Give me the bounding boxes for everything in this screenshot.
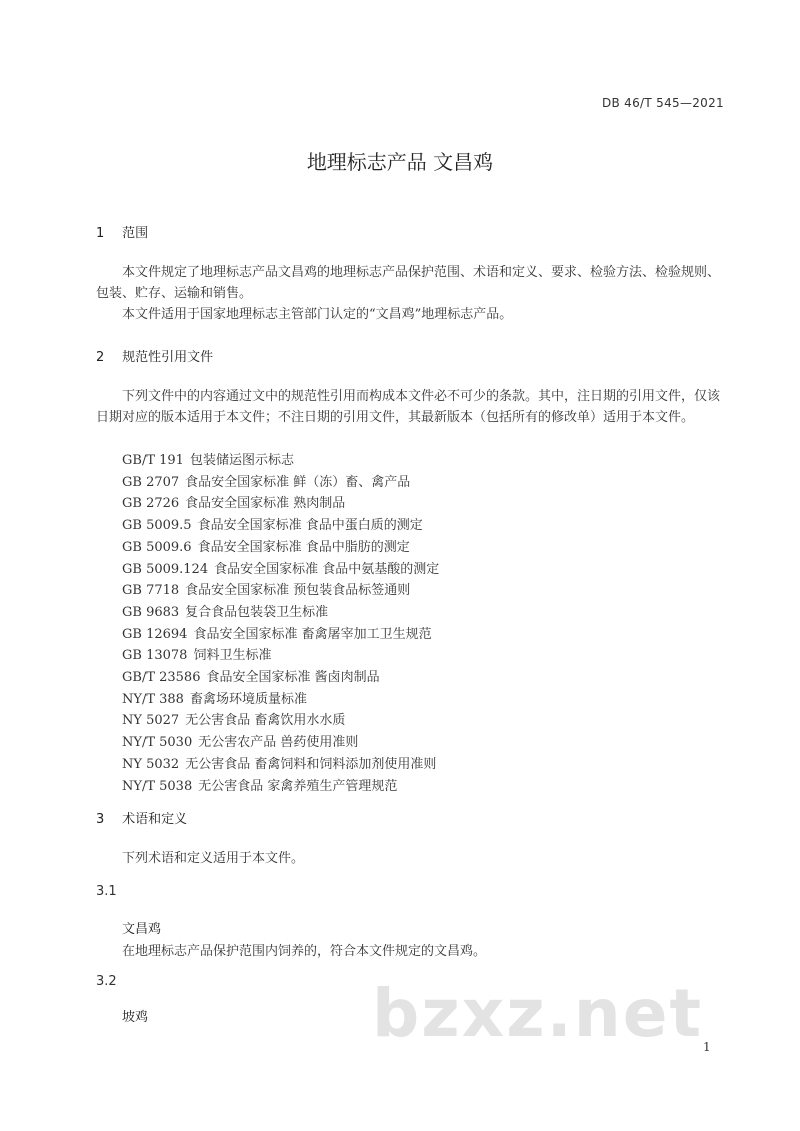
- terms-intro: 下列术语和定义适用于本文件。: [122, 851, 305, 866]
- reference-title: 食品安全国家标准 畜禽屠宰加工卫生规范: [193, 626, 432, 642]
- reference-title: 食品安全国家标准 食品中脂肪的测定: [197, 539, 410, 555]
- reference-item: [122, 559, 439, 581]
- reference-item: [122, 754, 439, 776]
- reference-title: 无公害食品 家禽养殖生产管理规范: [198, 778, 398, 794]
- term-name: 坡鸡: [122, 1010, 149, 1025]
- reference-code: GB 12694: [122, 626, 188, 642]
- reference-code: GB 5009.6: [122, 539, 192, 555]
- term-number: 3.1: [96, 884, 117, 899]
- reference-item: [122, 602, 439, 624]
- section-number: 3: [96, 812, 105, 827]
- term-name: 文昌鸡: [122, 922, 162, 937]
- reference-item: [122, 624, 439, 646]
- reference-item: [122, 645, 439, 667]
- reference-code: GB/T 191: [122, 453, 184, 468]
- normative-intro: 下列文件中的内容通过文中的规范性引用而构成本文件必不可少的条款。其中，注日期的引用文件，仅该日期对应的版本适用于本文件；不注日期的引用文件，其最新版本（包括所有的修改单）适用于本文件。: [96, 389, 721, 425]
- reference-list: [122, 450, 439, 797]
- reference-code: GB 7718: [122, 583, 180, 599]
- section-title: 术语和定义: [122, 812, 188, 827]
- page-number: 1: [703, 1040, 711, 1054]
- reference-item: [122, 515, 439, 537]
- reference-code: NY 5032: [122, 756, 180, 772]
- scope-paragraph-1: 本文件规定了地理标志产品文昌鸡的地理标志产品保护范围、术语和定义、要求、检验方法、检验规则、包装、贮存、运输和销售。: [96, 265, 721, 301]
- reference-title: 食品安全国家标准 鲜（冻）畜、禽产品: [185, 474, 411, 490]
- reference-title: 食品安全国家标准 熟肉制品: [185, 496, 346, 512]
- reference-code: GB 5009.5: [122, 518, 192, 534]
- reference-code: GB 9683: [122, 604, 180, 620]
- reference-title: 复合食品包装袋卫生标准: [185, 604, 329, 620]
- section-title: 规范性引用文件: [122, 350, 214, 365]
- document-number: DB 46/T 545—2021: [602, 96, 724, 110]
- reference-item: [122, 450, 439, 472]
- reference-title: 畜禽场环境质量标准: [189, 691, 307, 707]
- document-title: 地理标志产品 文昌鸡: [306, 150, 494, 174]
- scope-paragraph-2: 本文件适用于国家地理标志主管部门认定的“文昌鸡”地理标志产品。: [122, 307, 513, 322]
- reference-code: NY/T 5030: [122, 735, 193, 751]
- reference-item: [122, 667, 439, 689]
- watermark: bzxz.net: [372, 975, 704, 1052]
- reference-title: 食品安全国家标准 食品中蛋白质的测定: [197, 518, 423, 534]
- reference-item: [122, 689, 439, 711]
- reference-code: NY/T 5038: [122, 778, 193, 794]
- reference-title: 饲料卫生标准: [193, 648, 272, 664]
- reference-item: [122, 472, 439, 494]
- reference-title: 无公害农产品 兽药使用准则: [198, 735, 359, 751]
- reference-code: NY/T 388: [122, 691, 184, 707]
- section-1-heading: [96, 222, 148, 241]
- reference-item: [122, 580, 439, 602]
- reference-item: [122, 776, 439, 798]
- reference-item: [122, 493, 439, 515]
- section-2-heading: [96, 346, 213, 365]
- reference-code: NY 5027: [122, 713, 180, 729]
- section-number: 2: [96, 350, 105, 365]
- reference-title: 包装储运图示标志: [189, 453, 294, 468]
- reference-code: GB 2707: [122, 474, 180, 490]
- section-title: 范围: [122, 226, 149, 241]
- reference-code: GB/T 23586: [122, 670, 201, 686]
- term-definition: 在地理标志产品保护范围内饲养的，符合本文件规定的文昌鸡。: [122, 944, 487, 959]
- reference-item: [122, 710, 439, 732]
- reference-item: [122, 732, 439, 754]
- section-3-heading: [96, 808, 187, 827]
- reference-title: 无公害食品 畜禽饮用水水质: [185, 713, 346, 729]
- reference-code: GB 13078: [122, 648, 188, 664]
- reference-item: [122, 537, 439, 559]
- reference-code: GB 5009.124: [122, 561, 209, 577]
- section-number: 1: [96, 226, 105, 241]
- reference-title: 食品安全国家标准 预包装食品标签通则: [185, 583, 411, 599]
- reference-code: GB 2726: [122, 496, 180, 512]
- term-number: 3.2: [96, 974, 117, 989]
- reference-title: 无公害食品 畜禽饲料和饲料添加剂使用准则: [185, 756, 437, 772]
- reference-title: 食品安全国家标准 食品中氨基酸的测定: [214, 561, 440, 577]
- reference-title: 食品安全国家标准 酱卤肉制品: [206, 670, 380, 686]
